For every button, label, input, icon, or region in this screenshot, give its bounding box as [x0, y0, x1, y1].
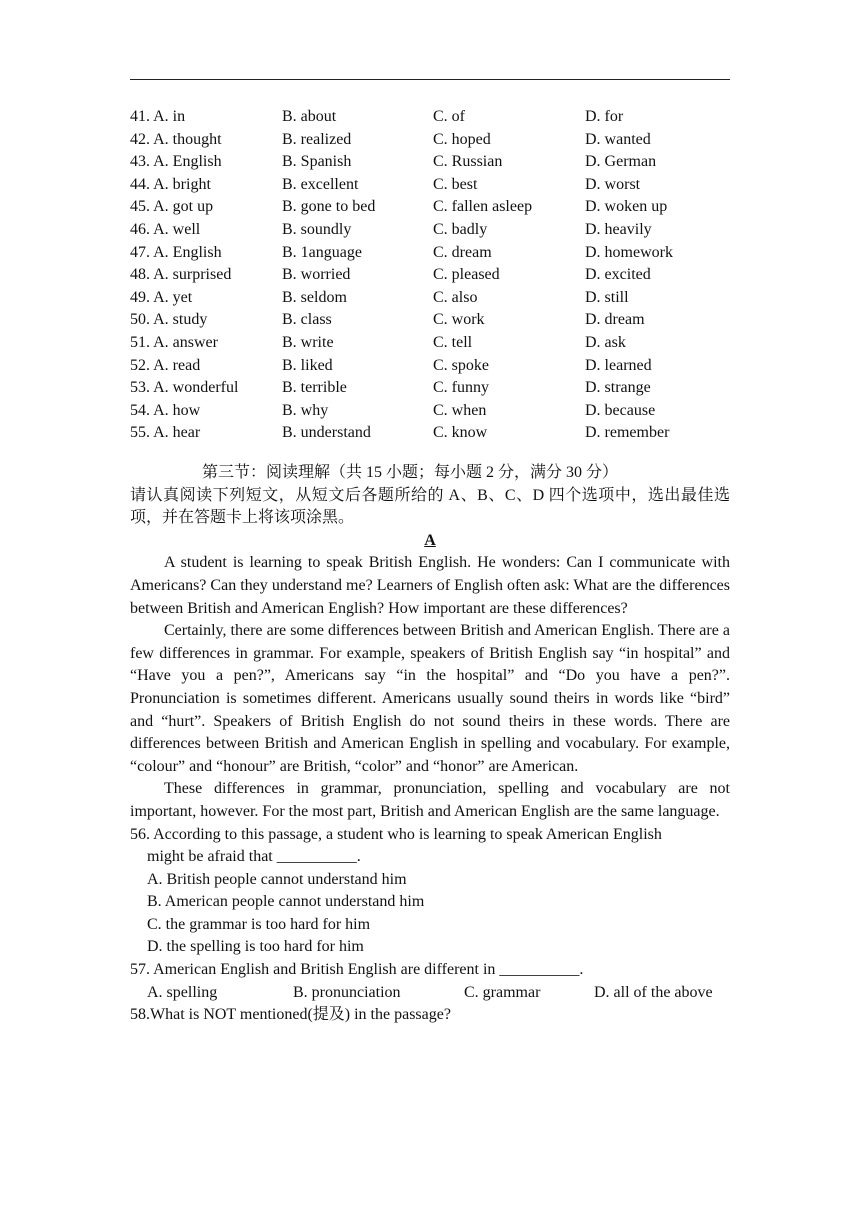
option-row: [130, 151, 730, 174]
option-d: D. wanted: [585, 130, 651, 148]
option-d: D. for: [585, 108, 624, 125]
option-d: D. learned: [585, 356, 652, 374]
option-d: D. German: [585, 153, 657, 171]
choice-b: B. American people cannot understand him: [147, 893, 425, 911]
option-b: B. why: [282, 401, 329, 419]
option-a: 54. A. how: [130, 401, 201, 419]
option-b: B. understand: [282, 424, 371, 442]
option-c: C. Russian: [433, 153, 503, 171]
option-b: B. Spanish: [282, 153, 352, 171]
option-b: B. 1anguage: [282, 243, 362, 261]
option-row: [130, 355, 730, 378]
option-a: 53. A. wonderful: [130, 379, 239, 397]
option-a: 46. A. well: [130, 220, 201, 238]
choice-d: D. all of the above: [594, 983, 713, 1001]
option-row: [130, 242, 730, 265]
option-a: 44. A. bright: [130, 175, 211, 193]
option-b: B. soundly: [282, 220, 352, 238]
option-c: C. of: [433, 108, 465, 125]
option-c: C. also: [433, 288, 478, 306]
option-c: C. know: [433, 424, 488, 442]
option-a: 52. A. read: [130, 356, 201, 374]
option-c: C. when: [433, 401, 487, 419]
option-a: 42. A. thought: [130, 130, 222, 148]
reading-section: [130, 462, 730, 1027]
option-c: C. fallen asleep: [433, 198, 533, 216]
option-d: D. homework: [585, 243, 673, 261]
option-row: [130, 196, 730, 219]
option-c: C. badly: [433, 220, 488, 238]
option-d: D. heavily: [585, 220, 652, 238]
question-58: [130, 1004, 730, 1027]
option-c: C. hoped: [433, 130, 491, 148]
option-row: [130, 264, 730, 287]
choice-a: A. spelling: [147, 983, 218, 1001]
option-a: 55. A. hear: [130, 424, 201, 442]
option-b: B. gone to bed: [282, 198, 376, 216]
question-56: [130, 824, 730, 960]
option-c: C. spoke: [433, 356, 489, 374]
option-row: [130, 400, 730, 423]
option-row: [130, 332, 730, 355]
option-d: D. still: [585, 288, 629, 306]
choice-d: D. the spelling is too hard for him: [147, 938, 364, 956]
option-d: D. because: [585, 401, 656, 419]
option-a: 41. A. in: [130, 108, 186, 125]
passage-label: A: [424, 531, 436, 549]
choice-a: A. British people cannot understand him: [147, 870, 407, 888]
option-row: [130, 422, 730, 445]
option-a: 49. A. yet: [130, 288, 193, 306]
option-c: C. work: [433, 311, 485, 329]
options-table: [130, 106, 730, 445]
option-b: B. about: [282, 108, 337, 125]
option-row: [130, 106, 730, 129]
choice-c: C. the grammar is too hard for him: [147, 915, 371, 933]
section-instruction: 请认真阅读下列短文，从短文后各题所给的 A、B、C、D 四个选项中，选出最佳选项，并在答题卡上将该项涂黑。: [130, 486, 730, 527]
option-b: B. seldom: [282, 288, 347, 306]
option-b: B. class: [282, 311, 332, 329]
option-b: B. write: [282, 333, 334, 351]
option-b: B. realized: [282, 130, 352, 148]
option-b: B. terrible: [282, 379, 347, 397]
option-d: D. remember: [585, 424, 670, 442]
choice-b: B. pronunciation: [293, 983, 401, 1001]
option-d: D. woken up: [585, 198, 668, 216]
question-57: [130, 959, 730, 1004]
option-row: [130, 309, 730, 332]
option-d: D. worst: [585, 175, 641, 193]
question-stem: 56. According to this passage, a student who is learning to speak American English: [130, 825, 662, 843]
option-c: C. dream: [433, 243, 492, 261]
option-b: B. excellent: [282, 175, 359, 193]
passage-paragraph: These differences in grammar, pronunciation, spelling and vocabulary are not important, however. For the most part, British and American English are the same language.: [130, 780, 730, 820]
option-row: [130, 174, 730, 197]
option-c: C. tell: [433, 333, 473, 351]
option-a: 50. A. study: [130, 311, 208, 329]
choice-c: C. grammar: [464, 983, 541, 1001]
option-d: D. strange: [585, 379, 651, 397]
option-d: D. excited: [585, 266, 651, 284]
option-c: C. best: [433, 175, 478, 193]
question-stem-continued: might be afraid that __________.: [147, 848, 361, 866]
question-stem: 57. American English and British English are different in __________.: [130, 961, 584, 979]
passage-paragraph: A student is learning to speak British English. He wonders: Can I communicate with Americans? Can they understand me? Learners of English often ask: What are the differences between British and American English? How important are these differences?: [130, 554, 730, 617]
option-c: C. pleased: [433, 266, 500, 284]
option-b: B. worried: [282, 266, 351, 284]
option-row: [130, 377, 730, 400]
header-rule: [130, 79, 730, 80]
choice-row: [130, 982, 730, 1005]
option-row: [130, 129, 730, 152]
option-row: [130, 287, 730, 310]
option-a: 51. A. answer: [130, 333, 218, 351]
passage-paragraph: Certainly, there are some differences between British and American English. There are a few differences in grammar. For example, speakers of British English say “in hospital” and “Have you a pen?”, Americans say “in the hospital” and “Do you have a pen?”. Pronunciation is sometimes different. Americans usually sound theirs in words like “bird” and “hurt”. Speakers of British English do not sound theirs in these words. There are differences between British and American English in spelling and vocabulary. For example, “colour” and “honour” are British, “color” and “honor” are American.: [130, 622, 730, 775]
question-stem: 58.What is NOT mentioned(提及) in the passage?: [130, 1006, 451, 1024]
option-d: D. dream: [585, 311, 645, 329]
option-b: B. liked: [282, 356, 333, 374]
option-a: 45. A. got up: [130, 198, 214, 216]
option-row: [130, 219, 730, 242]
option-a: 47. A. English: [130, 243, 222, 261]
option-c: C. funny: [433, 379, 489, 397]
option-a: 43. A. English: [130, 153, 222, 171]
option-d: D. ask: [585, 333, 626, 351]
section-title: 第三节：阅读理解（共 15 小题；每小题 2 分，满分 30 分）: [202, 464, 619, 481]
option-a: 48. A. surprised: [130, 266, 232, 284]
